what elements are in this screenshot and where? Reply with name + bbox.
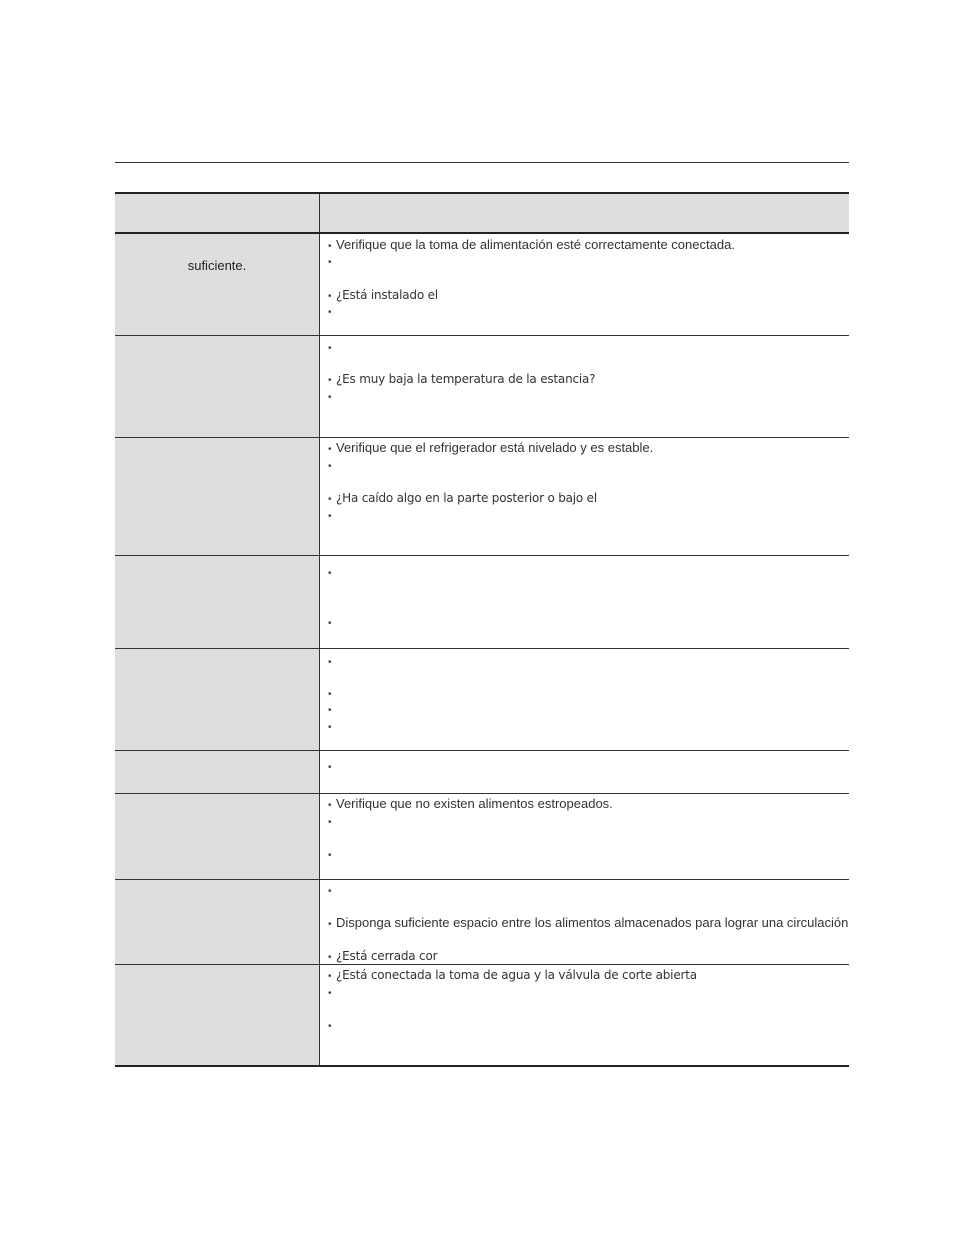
solution-cell bbox=[320, 965, 849, 1065]
solution-bullet bbox=[328, 1017, 336, 1035]
table-row bbox=[115, 880, 849, 965]
solution-bullet: • ¿Es muy baja la temperatura de la estancia? bbox=[328, 371, 595, 389]
bullet-icon: • bbox=[328, 511, 332, 522]
bullet-icon: • bbox=[328, 971, 332, 982]
solution-bullet bbox=[328, 718, 336, 736]
bullet-icon: • bbox=[328, 568, 332, 579]
bullet-icon: • bbox=[328, 1021, 332, 1032]
solution-bullet bbox=[328, 846, 336, 864]
solution-bullet: • ¿Ha caído algo en la parte posterior o bajo el bbox=[328, 490, 597, 508]
solution-bullet: • Verifique que la toma de alimentación esté correctamente conectada. bbox=[328, 237, 735, 255]
table-row bbox=[115, 751, 849, 794]
table-row bbox=[115, 794, 849, 880]
solution-cell bbox=[320, 556, 849, 648]
table-row bbox=[115, 234, 849, 336]
bullet-icon: • bbox=[328, 762, 332, 773]
bullet-icon: • bbox=[328, 343, 332, 354]
bullet-icon: • bbox=[328, 817, 332, 828]
table-row bbox=[115, 438, 849, 556]
solution-cell bbox=[320, 751, 849, 793]
solution-bullet: • ¿Está instalado el bbox=[328, 287, 438, 305]
solution-bullet bbox=[328, 253, 336, 271]
solution-bullet bbox=[328, 457, 336, 475]
table-row bbox=[115, 556, 849, 649]
solution-bullet bbox=[328, 507, 336, 525]
solution-cell bbox=[320, 438, 849, 555]
solution-bullet: • Disponga suficiente espacio entre los alimentos almacenados para lograr una circulación bbox=[328, 915, 848, 933]
problem-text: suficiente. bbox=[187, 258, 247, 273]
bullet-icon: • bbox=[328, 689, 332, 700]
solution-cell bbox=[320, 649, 849, 750]
bullet-icon: • bbox=[328, 988, 332, 999]
problem-cell bbox=[115, 649, 320, 750]
bullet-icon: • bbox=[328, 705, 332, 716]
table-row bbox=[115, 649, 849, 751]
problem-cell bbox=[115, 751, 320, 793]
top-rule bbox=[115, 162, 849, 163]
solution-bullet bbox=[328, 564, 336, 582]
solution-bullet: • ¿Está cerrada cor bbox=[328, 948, 437, 966]
problem-cell bbox=[115, 965, 320, 1065]
problem-cell bbox=[115, 556, 320, 648]
problem-cell bbox=[115, 794, 320, 879]
solution-cell bbox=[320, 794, 849, 879]
problem-cell bbox=[115, 234, 320, 335]
problem-cell bbox=[115, 336, 320, 437]
table-row bbox=[115, 336, 849, 438]
solution-bullet bbox=[328, 653, 336, 671]
bullet-icon: • bbox=[328, 952, 332, 963]
solution-bullet bbox=[328, 303, 336, 321]
bullet-icon: • bbox=[328, 444, 332, 455]
solution-bullet bbox=[328, 813, 336, 831]
bullet-icon: • bbox=[328, 657, 332, 668]
solution-bullet bbox=[328, 758, 336, 776]
troubleshooting-table bbox=[115, 192, 849, 1067]
bullet-icon: • bbox=[328, 307, 332, 318]
solution-cell bbox=[320, 880, 849, 964]
bullet-icon: • bbox=[328, 886, 332, 897]
solution-bullet bbox=[328, 882, 336, 900]
bullet-icon: • bbox=[328, 291, 332, 302]
bullet-icon: • bbox=[328, 375, 332, 386]
bullet-icon: • bbox=[328, 919, 332, 930]
solution-bullet: • Verifique que el refrigerador está nivelado y es estable. bbox=[328, 440, 653, 458]
bullet-icon: • bbox=[328, 618, 332, 629]
solution-cell bbox=[320, 234, 849, 335]
bullet-icon: • bbox=[328, 494, 332, 505]
solution-bullet bbox=[328, 388, 336, 406]
bullet-icon: • bbox=[328, 257, 332, 268]
problem-cell bbox=[115, 438, 320, 555]
solution-bullet bbox=[328, 984, 336, 1002]
bullet-icon: • bbox=[328, 241, 332, 252]
table-row bbox=[115, 965, 849, 1065]
bullet-icon: • bbox=[328, 722, 332, 733]
bullet-icon: • bbox=[328, 850, 332, 861]
header-cell-solution bbox=[320, 194, 849, 232]
table-header-row bbox=[115, 194, 849, 234]
header-cell-problem bbox=[115, 194, 320, 232]
solution-bullet: • ¿Está conectada la toma de agua y la válvula de corte abierta bbox=[328, 967, 697, 985]
solution-bullet: • Verifique que no existen alimentos estropeados. bbox=[328, 796, 613, 814]
solution-bullet bbox=[328, 701, 336, 719]
bullet-icon: • bbox=[328, 392, 332, 403]
solution-bullet bbox=[328, 614, 336, 632]
solution-cell bbox=[320, 336, 849, 437]
solution-bullet bbox=[328, 339, 336, 357]
problem-cell bbox=[115, 880, 320, 964]
bullet-icon: • bbox=[328, 800, 332, 811]
bullet-icon: • bbox=[328, 461, 332, 472]
